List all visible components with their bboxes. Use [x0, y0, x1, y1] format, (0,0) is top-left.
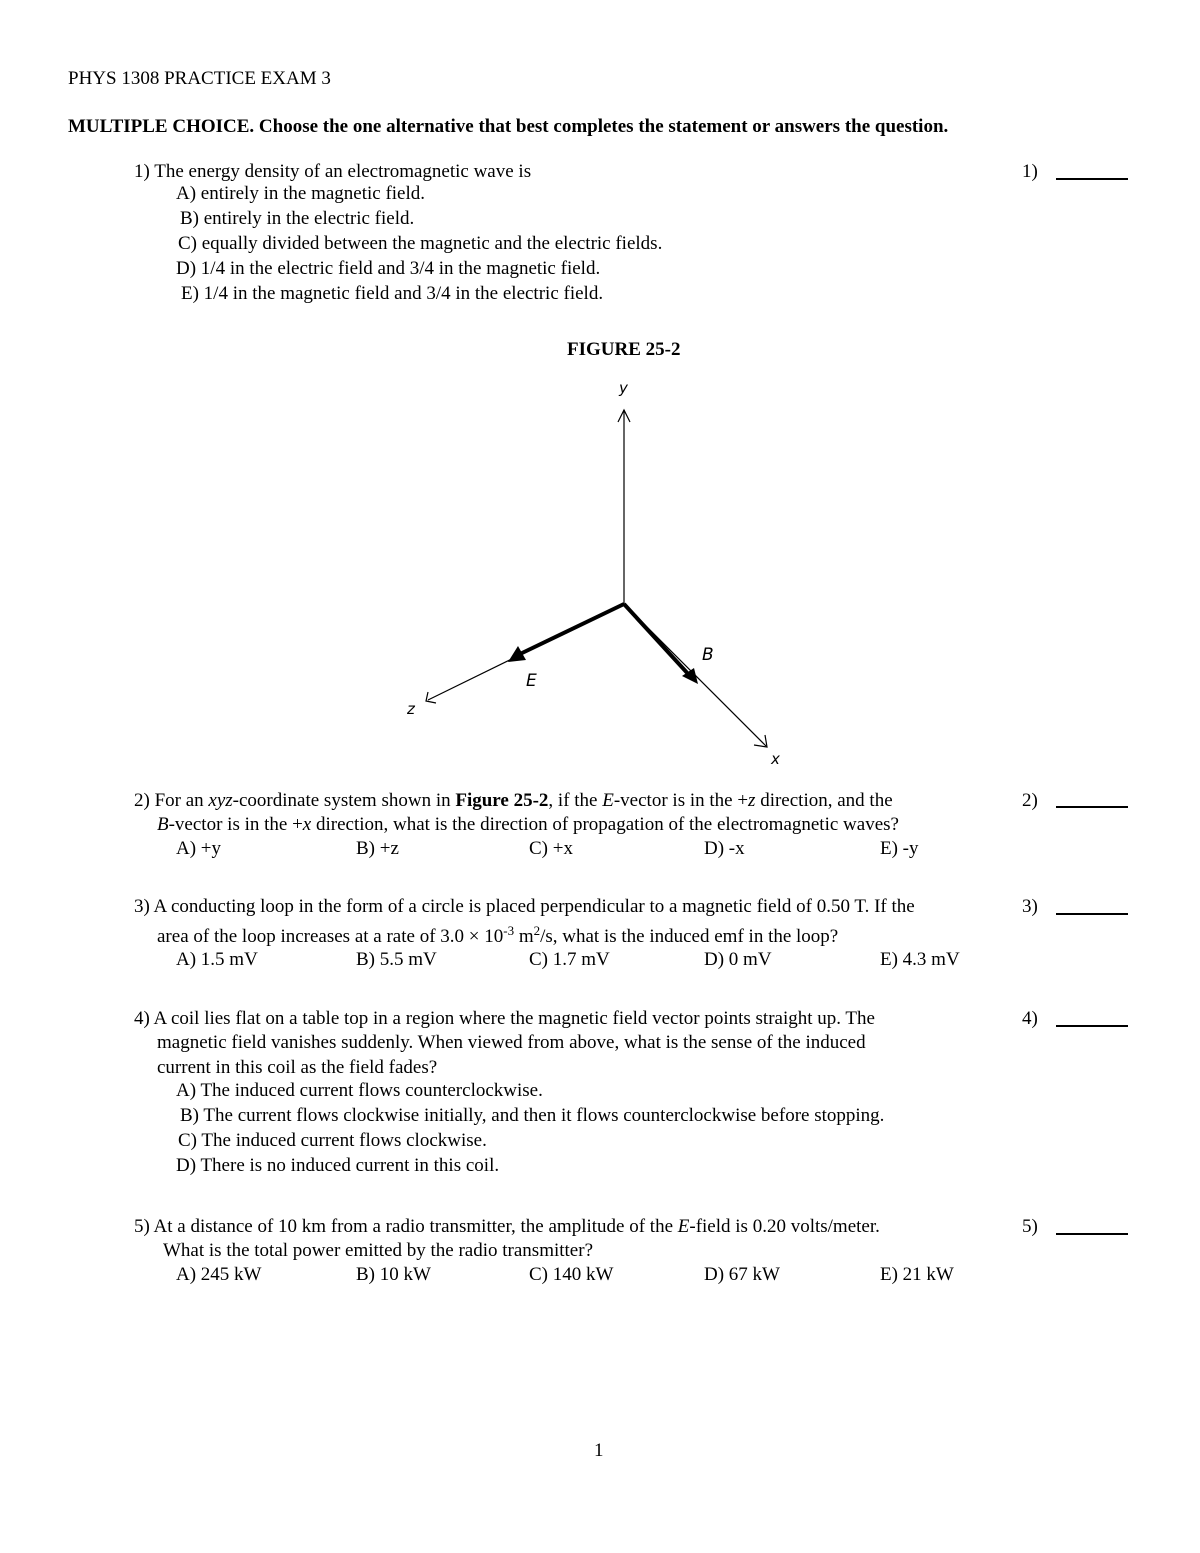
option-a: A) +y [176, 838, 222, 859]
option-d: D) There is no induced current in this coil. [176, 1155, 500, 1176]
answer-label: 2) [1022, 790, 1038, 811]
e-vector [520, 604, 624, 654]
answer-blank[interactable] [1056, 913, 1128, 915]
option-e: E) 4.3 mV [880, 949, 960, 970]
e-vector-label: E [526, 671, 537, 691]
question-stem-line-2: magnetic field vanishes suddenly. When viewed from above, what is the sense of the induced [157, 1032, 866, 1053]
question-stem-line-1: 2) For an xyz-coordinate system shown in Figure 25-2, if the E-vector is in the +z direction, and the [134, 790, 893, 811]
option-e: E) 1/4 in the magnetic field and 3/4 in the electric field. [181, 283, 604, 304]
option-b: B) 10 kW [356, 1264, 431, 1285]
option-c: C) 1.7 mV [529, 949, 610, 970]
option-c: C) The induced current flows clockwise. [178, 1130, 487, 1151]
section-instructions: MULTIPLE CHOICE. Choose the one alternative that best completes the statement or answers the question. [68, 116, 949, 137]
option-a: A) The induced current flows counterclockwise. [176, 1080, 543, 1101]
option-a: A) 1.5 mV [176, 949, 258, 970]
answer-label: 3) [1022, 896, 1038, 917]
x-axis-label: x [771, 750, 780, 768]
option-b: B) entirely in the electric field. [180, 208, 415, 229]
option-b: B) +z [356, 838, 399, 859]
option-d: D) 1/4 in the electric field and 3/4 in the magnetic field. [176, 258, 601, 279]
option-c: C) equally divided between the magnetic and the electric fields. [178, 233, 663, 254]
option-d: D) -x [704, 838, 745, 859]
option-b: B) 5.5 mV [356, 949, 437, 970]
question-stem-line-1: 5) At a distance of 10 km from a radio transmitter, the amplitude of the E-field is 0.20 volts/meter. [134, 1216, 880, 1237]
answer-label: 1) [1022, 161, 1038, 182]
question-stem-line-2: What is the total power emitted by the radio transmitter? [163, 1240, 594, 1261]
question-stem-line-3: current in this coil as the field fades? [157, 1057, 438, 1078]
answer-blank[interactable] [1056, 178, 1128, 180]
answer-label: 5) [1022, 1216, 1038, 1237]
course-header: PHYS 1308 PRACTICE EXAM 3 [68, 68, 331, 89]
option-a: A) entirely in the magnetic field. [176, 183, 426, 204]
question-stem-line-2: area of the loop increases at a rate of $3.0 \times 10^{-3}$ $m^2/s$, what is the induced emf in the loop? [157, 923, 839, 947]
option-e: E) -y [880, 838, 919, 859]
option-d: D) 0 mV [704, 949, 772, 970]
question-stem-line-1: 4) A coil lies flat on a table top in a region where the magnetic field vector points straight up. The [134, 1008, 875, 1029]
answer-blank[interactable] [1056, 1025, 1128, 1027]
option-a: A) 245 kW [176, 1264, 262, 1285]
b-vector-label: B [702, 645, 714, 665]
page-number: 1 [594, 1440, 604, 1461]
option-b: B) The current flows clockwise initially, and then it flows counterclockwise before stopping. [180, 1105, 885, 1126]
question-stem: 1) The energy density of an electromagnetic wave is [134, 161, 532, 182]
b-vector [624, 604, 690, 676]
answer-blank[interactable] [1056, 1233, 1128, 1235]
option-d: D) 67 kW [704, 1264, 780, 1285]
z-axis-arrowhead [426, 692, 436, 703]
question-stem-line-1: 3) A conducting loop in the form of a circle is placed perpendicular to a magnetic field of 0.50 T. If the [134, 896, 915, 917]
option-c: C) +x [529, 838, 573, 859]
z-axis-label: z [407, 700, 415, 718]
question-stem-line-2: B-vector is in the +x direction, what is the direction of propagation of the electromagnetic waves? [157, 814, 899, 835]
option-e: E) 21 kW [880, 1264, 954, 1285]
answer-blank[interactable] [1056, 806, 1128, 808]
coordinate-diagram [380, 370, 820, 780]
answer-label: 4) [1022, 1008, 1038, 1029]
option-c: C) 140 kW [529, 1264, 614, 1285]
figure-title: FIGURE 25-2 [567, 339, 681, 360]
y-axis-label: y [619, 379, 628, 397]
